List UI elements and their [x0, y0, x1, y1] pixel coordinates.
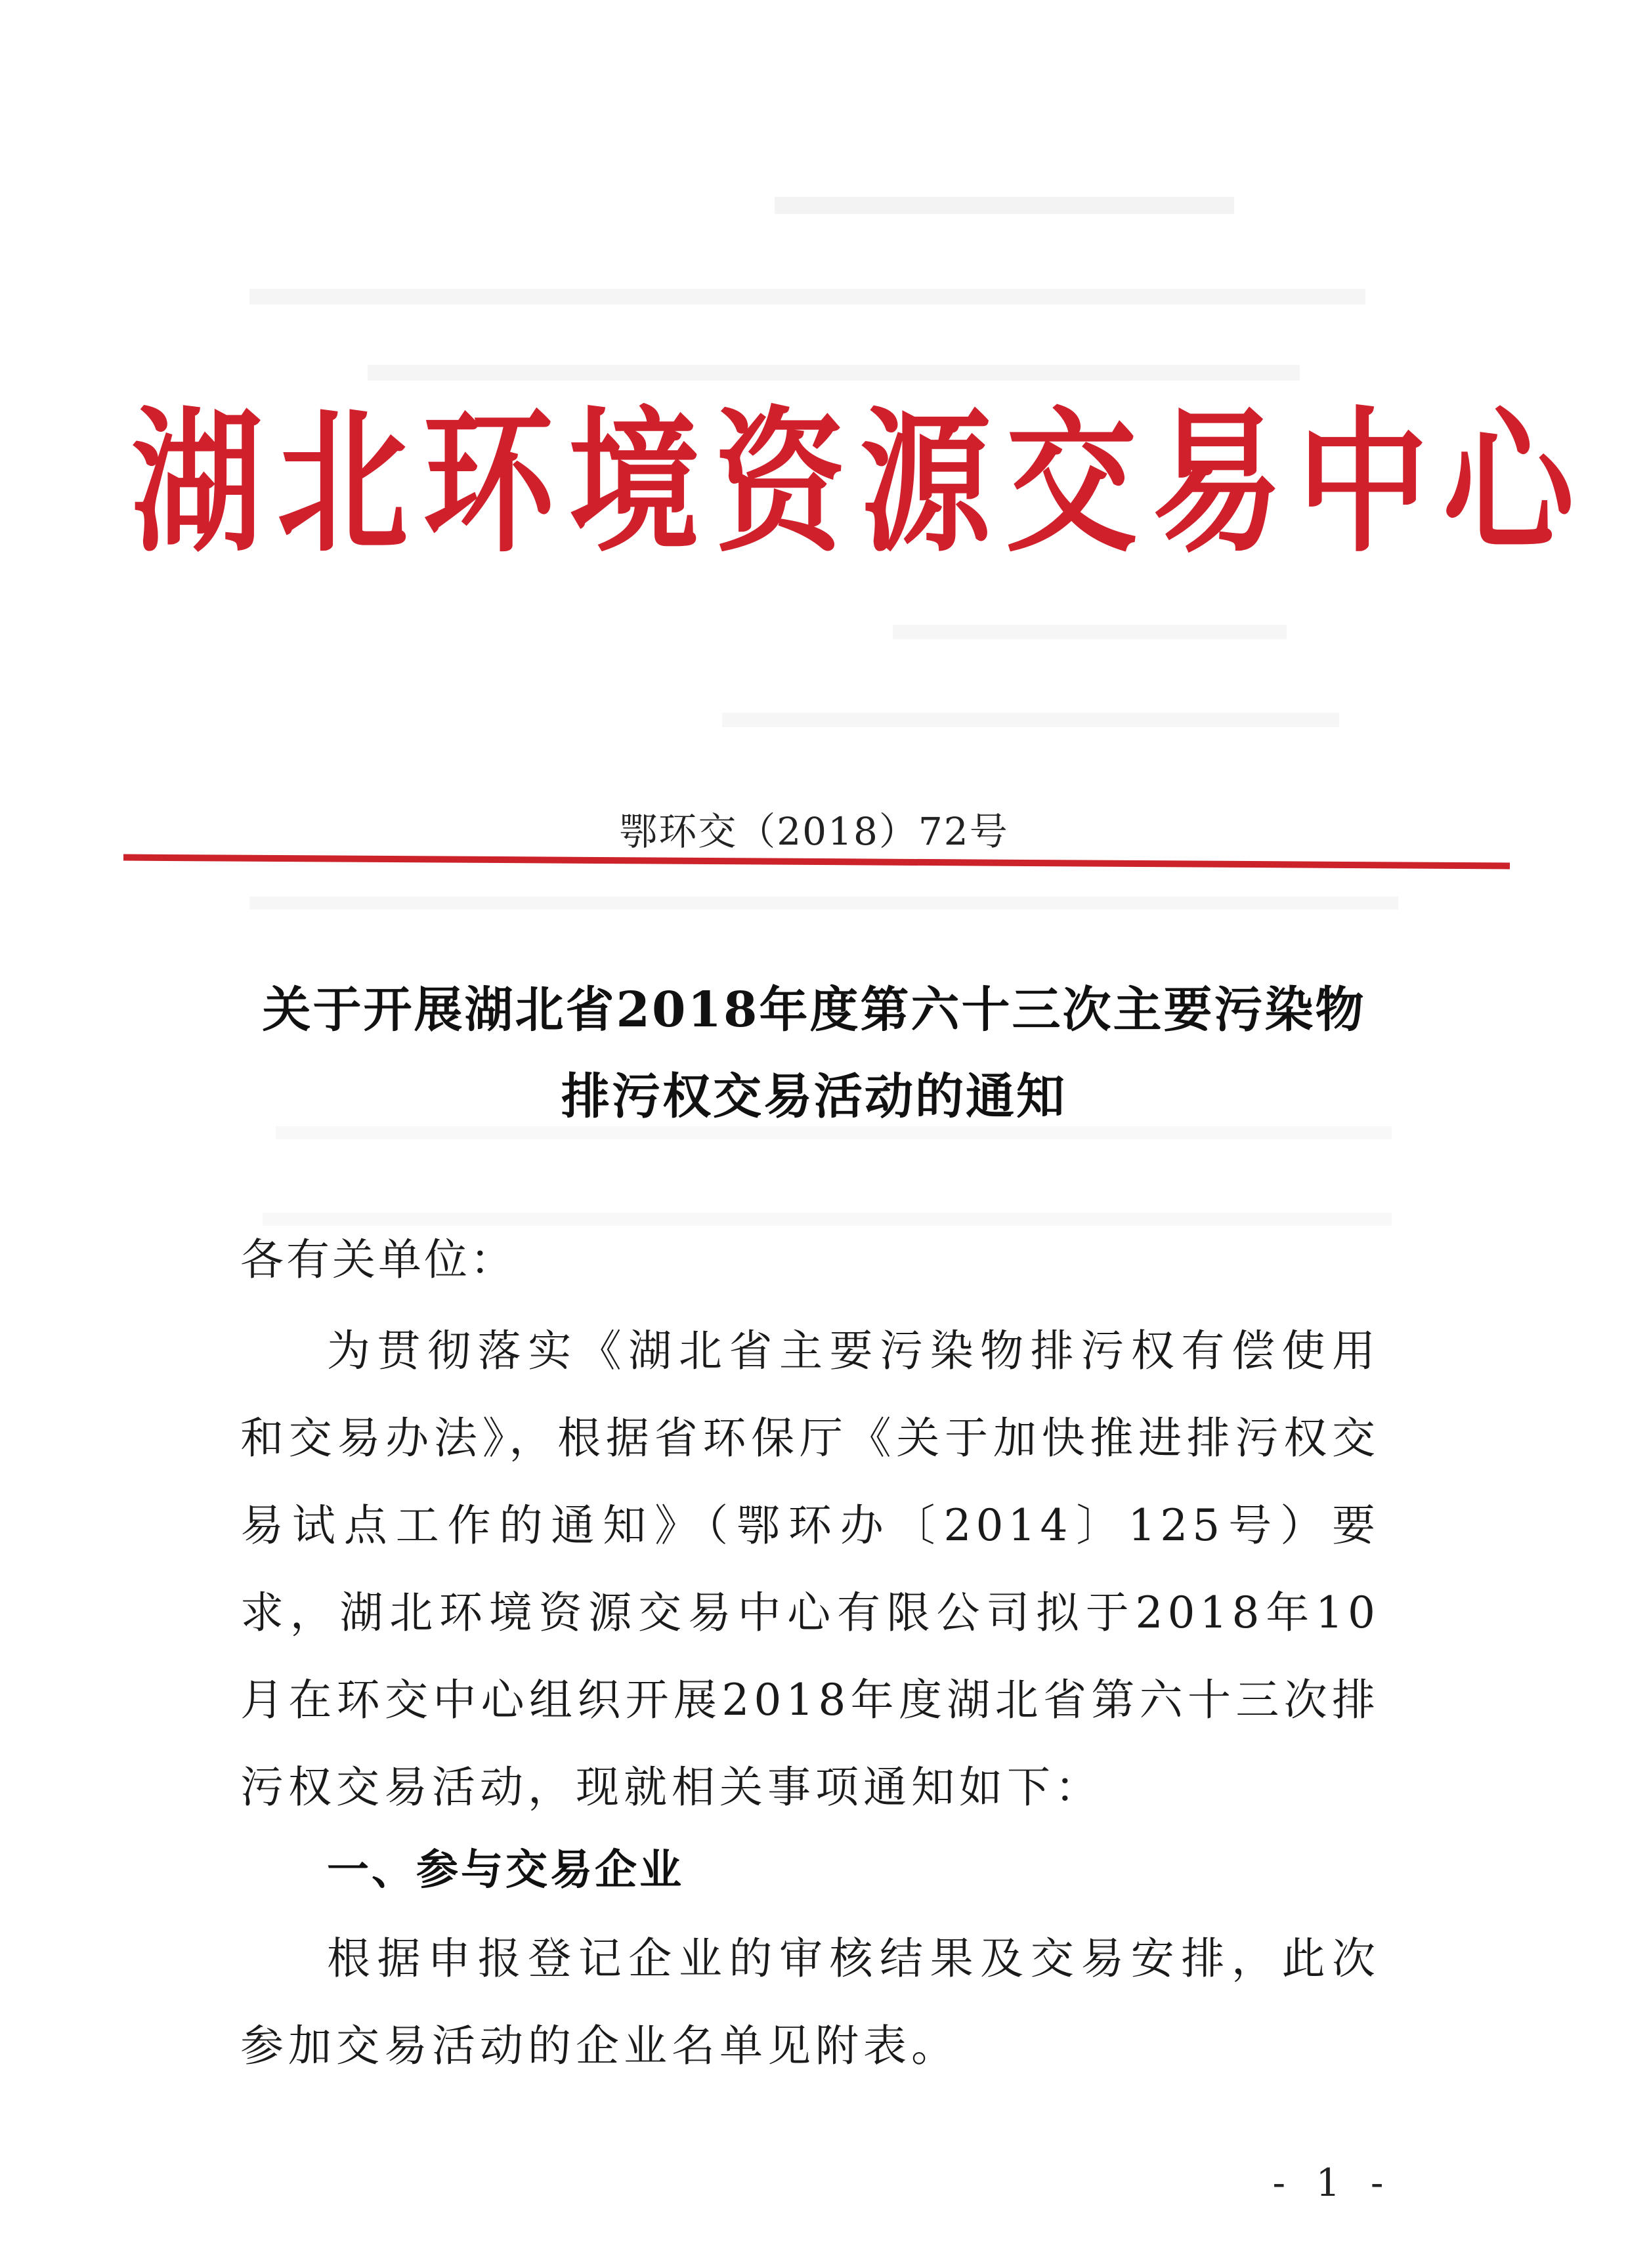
document-number: 鄂环交（2018）72号 — [619, 809, 1009, 854]
intro-paragraph: 为贯彻落实《湖北省主要污染物排污权有偿使用和交易办法》，根据省环保厅《关于加快推进排污权交易试点工作的通知》（鄂环办〔2014〕125号）要求，湖北环境资源交易中心有限公司拟于2018年10月在环交中心组织开展2018年度湖北省第六十三次排污权交易活动，现就相关事项通知如下： — [240, 1326, 1380, 1813]
notice-title-line-1: 关于开展湖北省2018年度第六十三次主要污染物 — [262, 982, 1366, 1038]
red-divider-line — [123, 854, 1510, 870]
section-1-heading: 一、参与交易企业 — [327, 1846, 684, 1895]
section-1-paragraph: 根据申报登记企业的审核结果及交易安排，此次参加交易活动的企业名单见附表。 — [240, 1933, 1380, 2071]
masthead-org-name: 湖北环境资源交易中心 — [131, 393, 1589, 574]
page-number: - 1 - — [1272, 2160, 1393, 2205]
notice-title-line-2: 排污权交易活动的通知 — [561, 1068, 1067, 1125]
salutation: 各有关单位： — [240, 1234, 516, 1285]
